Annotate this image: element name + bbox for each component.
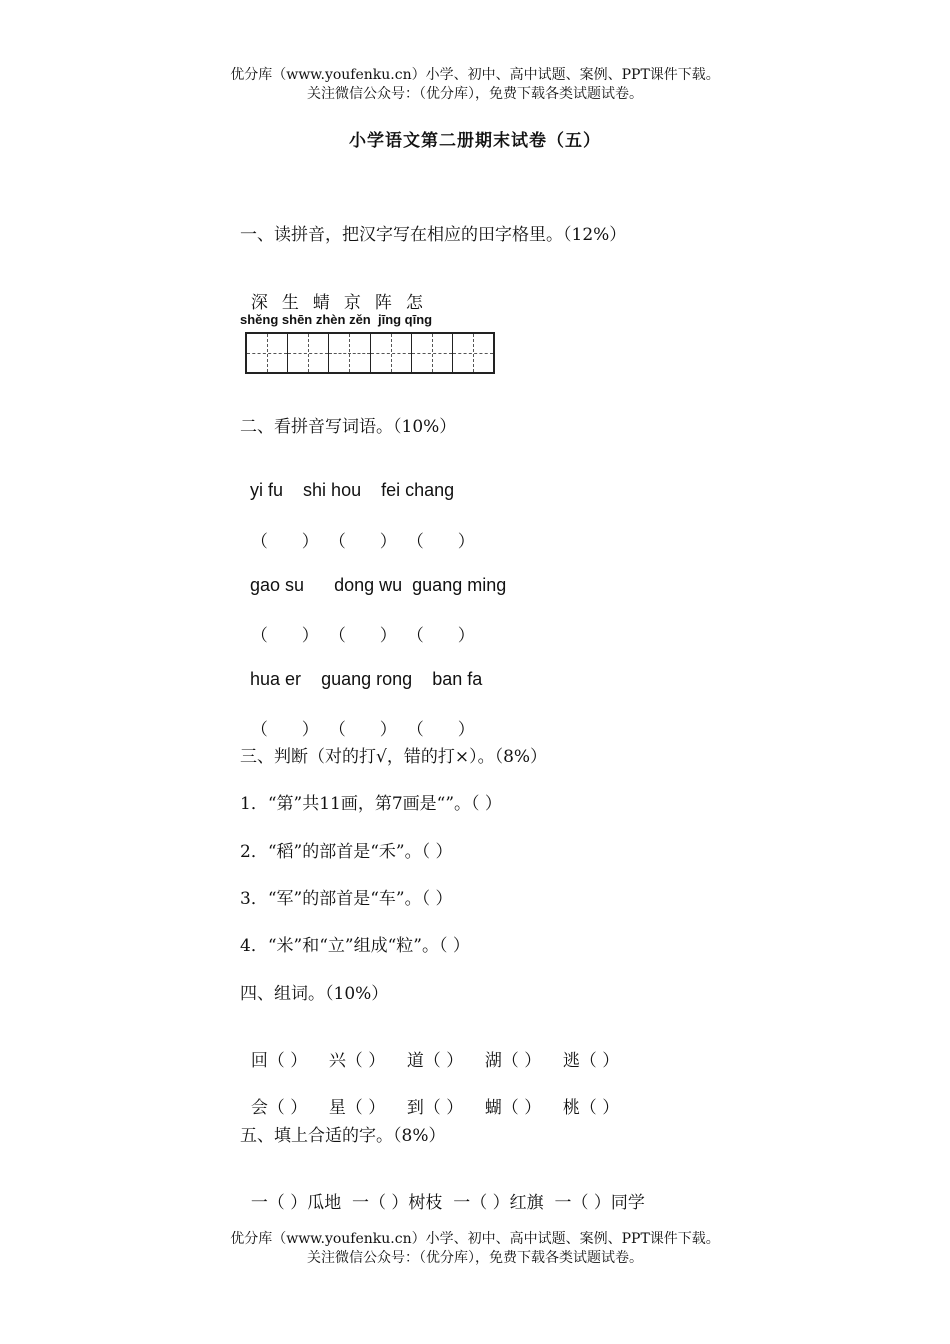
answer-blank[interactable]: （ ）: [250, 626, 319, 646]
pinyin-word: guang ming: [412, 575, 507, 595]
pinyin-word: guang rong: [321, 669, 413, 689]
section-4-heading: 四、组词。（10%）: [240, 984, 389, 1004]
word-item: 会（ ）: [250, 1098, 308, 1118]
word-item: 逃（ ）: [562, 1051, 620, 1071]
pinyin-word: yi fu: [250, 480, 284, 500]
grid-box[interactable]: [247, 334, 288, 372]
answer-blank[interactable]: （ ）: [328, 720, 397, 740]
judge-item-2: 2．“稻”的部首是“禾”。（ ）: [240, 842, 453, 862]
answer-blank[interactable]: （ ）: [250, 532, 319, 552]
char-item: 生: [281, 293, 299, 313]
answer-parens-row-2: [240, 601, 485, 646]
pinyin-word: ban fa: [432, 669, 483, 689]
section-1-chars: [240, 268, 437, 313]
grid-box[interactable]: [288, 334, 329, 372]
word-row-2: [240, 1073, 641, 1118]
word-item: 回（ ）: [250, 1051, 308, 1071]
answer-blank[interactable]: （ ）: [406, 720, 475, 740]
judge-item-1: 1．“第”共11画，第7画是“”。（ ）: [240, 794, 502, 814]
answer-blank[interactable]: （ ）: [328, 626, 397, 646]
grid-box[interactable]: [412, 334, 453, 372]
pinyin-row-2: [240, 554, 506, 596]
grid-boxes: [245, 332, 495, 374]
answer-parens-row-1: [240, 507, 485, 552]
section-2-heading: 二、看拼音写词语。（10%）: [240, 417, 457, 437]
char-item: 阵: [374, 293, 392, 313]
section-3-heading: 三、判断（对的打√，错的打×）。（8%）: [240, 747, 548, 767]
word-item: 湖（ ）: [484, 1051, 542, 1071]
judge-item-4: 4．“米”和“立”组成“粒”。（ ）: [240, 936, 470, 956]
header-line-1: 优分库（www.youfenku.cn）小学、初中、高中试题、案例、PPT课件下载。: [230, 67, 720, 83]
header-line-2: 关注微信公众号：（优分库），免费下载各类试题试卷。: [307, 86, 643, 102]
answer-parens-row-3: [240, 695, 485, 740]
section-1-heading: 一、读拼音，把汉字写在相应的田字格里。（12%）: [240, 225, 627, 245]
fill-row: [240, 1168, 645, 1213]
page-footer: [0, 1230, 950, 1268]
word-item: 到（ ）: [406, 1098, 464, 1118]
pinyin-row-3: [240, 648, 482, 690]
pinyin-word: fei chang: [381, 480, 455, 500]
tianzige-grid: [240, 312, 500, 378]
fill-item: 一（ ）同学: [554, 1193, 645, 1213]
char-item: 京: [343, 293, 361, 313]
pinyin-row-1: [240, 459, 454, 501]
judge-item-3: 3．“军”的部首是“车”。（ ）: [240, 889, 453, 909]
page-header: [0, 66, 950, 104]
footer-line-1: 优分库（www.youfenku.cn）小学、初中、高中试题、案例、PPT课件下载。: [230, 1231, 720, 1247]
footer-line-2: 关注微信公众号：（优分库），免费下载各类试题试卷。: [307, 1250, 643, 1266]
pinyin-word: dong wu: [334, 575, 403, 595]
word-item: 星（ ）: [328, 1098, 386, 1118]
grid-pinyin-row: shěng shēn zhèn zěn jīng qīng: [240, 312, 433, 327]
char-item: 深: [250, 293, 268, 313]
answer-blank[interactable]: （ ）: [406, 626, 475, 646]
word-item: 蝴（ ）: [484, 1098, 542, 1118]
pinyin-word: shi hou: [303, 480, 362, 500]
page-title: 小学语文第二册期末试卷（五）: [349, 131, 601, 151]
grid-box[interactable]: [329, 334, 370, 372]
word-row-1: [240, 1026, 641, 1071]
grid-box[interactable]: [453, 334, 493, 372]
word-item: 兴（ ）: [328, 1051, 386, 1071]
answer-blank[interactable]: （ ）: [406, 532, 475, 552]
fill-item: 一（ ）树枝: [352, 1193, 443, 1213]
fill-item: 一（ ）瓜地: [250, 1193, 342, 1213]
char-item: 蜻: [312, 293, 330, 313]
pinyin-word: gao su: [250, 575, 305, 595]
pinyin-word: hua er: [250, 669, 302, 689]
word-item: 桃（ ）: [562, 1098, 620, 1118]
grid-box[interactable]: [371, 334, 412, 372]
word-item: 道（ ）: [406, 1051, 464, 1071]
answer-blank[interactable]: （ ）: [328, 532, 397, 552]
char-item: 怎: [405, 293, 423, 313]
answer-blank[interactable]: （ ）: [250, 720, 319, 740]
section-5-heading: 五、填上合适的字。（8%）: [240, 1126, 446, 1146]
fill-item: 一（ ）红旗: [453, 1193, 544, 1213]
